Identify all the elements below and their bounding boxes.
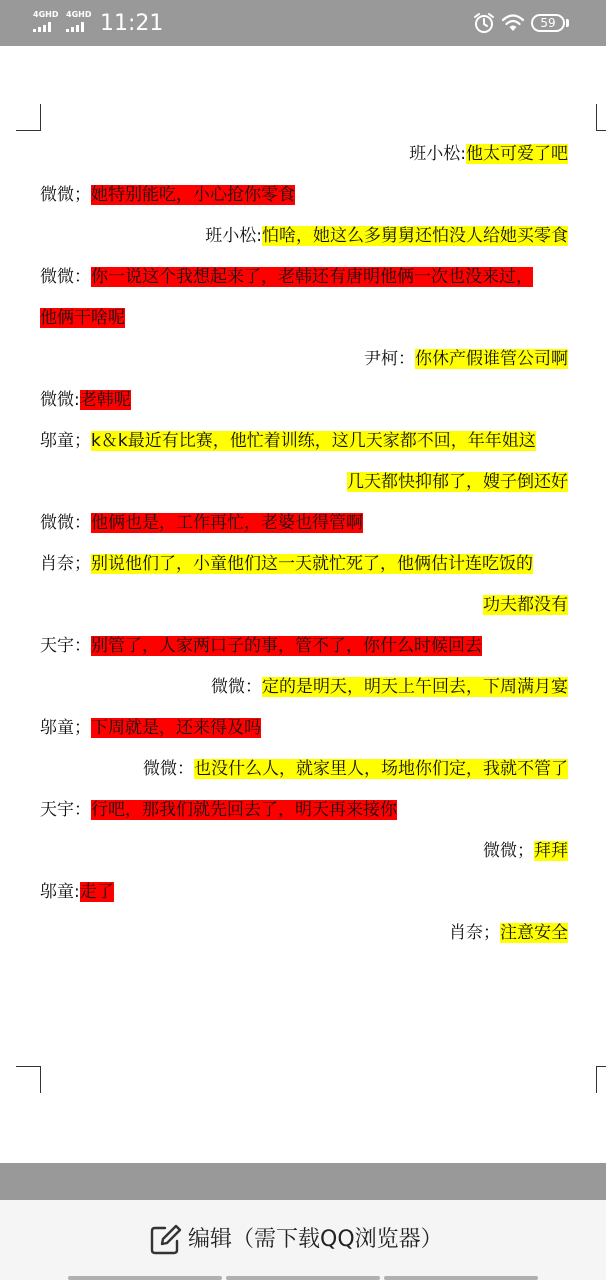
highlighted-text: 他俩也是，工作再忙，老婆也得管啊 [91, 513, 363, 533]
speaker-name: 微微： [211, 677, 262, 697]
chat-line [483, 840, 568, 862]
battery-tip [566, 19, 569, 27]
highlighted-text: 你一说这个我想起来了，老韩还有唐明他俩一次也没来过， [91, 267, 533, 287]
highlighted-text: 老韩呢 [79, 390, 131, 410]
highlighted-text: 功夫都没有 [483, 595, 568, 615]
speaker-name: 天宇： [40, 800, 91, 820]
chat-line [211, 676, 568, 698]
speaker-name: 微微： [40, 513, 91, 533]
chat-line [40, 553, 533, 575]
chat-line [143, 758, 568, 780]
speaker-name: 微微； [483, 841, 534, 861]
highlighted-text: 你休产假谁管公司啊 [415, 349, 568, 369]
speaker-name: 肖奈； [449, 923, 500, 943]
speaker-name: 微微： [143, 759, 194, 779]
chat-line [40, 266, 533, 288]
speaker-name: 邬童: [40, 882, 80, 902]
highlighted-text: 定的是明天，明天上午回去，下周满月宴 [262, 677, 568, 697]
page-corner-mark [16, 104, 41, 131]
highlighted-text: k＆k最近有比赛，他忙着训练，这几天家都不回，年年姐这 [91, 431, 536, 451]
highlighted-text: 行吧，那我们就先回去了，明天再来接你 [91, 800, 397, 820]
signal-icon [66, 11, 94, 33]
speaker-name: 邬童； [40, 431, 91, 451]
edit-label: 编辑（需下载QQ浏览器） [188, 1227, 443, 1252]
chat-line [347, 471, 568, 493]
speaker-name: 班小松: [205, 226, 262, 246]
speaker-name: 邬童； [40, 718, 91, 738]
chat-line [449, 922, 568, 944]
highlighted-text: 别说他们了，小童他们这一天就忙死了，他俩估计连吃饭的 [91, 554, 533, 574]
highlighted-text: 也没什么人，就家里人，场地你们定，我就不管了 [194, 759, 568, 779]
highlighted-text: 她特别能吃，小心抢你零食 [91, 185, 295, 205]
chat-line [40, 389, 131, 411]
clock-time: 11:21 [100, 11, 164, 36]
battery-icon [531, 14, 565, 32]
highlighted-text: 下周就是，还来得及吗 [91, 718, 261, 738]
signal-icon [33, 11, 61, 33]
page-corner-mark [596, 1066, 606, 1093]
highlighted-text: 别管了，人家两口子的事，管不了，你什么时候回去 [91, 636, 482, 656]
speaker-name: 微微； [40, 185, 91, 205]
bottom-indicator [68, 1276, 538, 1280]
highlighted-text: 他俩干啥呢 [40, 308, 125, 328]
battery-level: 59 [540, 16, 556, 30]
highlighted-text: 几天都快抑郁了，嫂子倒还好 [347, 472, 568, 492]
chat-line [40, 799, 397, 821]
status-bar [0, 0, 606, 46]
highlighted-text: 注意安全 [500, 923, 568, 943]
speaker-name: 肖奈； [40, 554, 91, 574]
highlighted-text: 他太可爱了吧 [466, 144, 568, 164]
edit-icon [148, 1223, 182, 1257]
bottom-toolbar [0, 1200, 606, 1280]
highlighted-text: 拜拜 [534, 841, 568, 861]
document-page[interactable] [0, 46, 606, 1163]
highlighted-text: 怕啥，她这么多舅舅还怕没人给她买零食 [262, 226, 568, 246]
wifi-icon [501, 12, 525, 34]
speaker-name: 微微： [40, 267, 91, 287]
chat-line [40, 184, 295, 206]
highlighted-text: 走了 [79, 882, 114, 902]
chat-line [364, 348, 568, 370]
speaker-name: 尹柯： [364, 349, 415, 369]
page-corner-mark [16, 1066, 41, 1093]
chat-line [40, 717, 261, 739]
chat-line [40, 430, 536, 452]
chat-line [483, 594, 568, 616]
alarm-icon [473, 12, 495, 34]
speaker-name: 班小松: [409, 144, 466, 164]
page-corner-mark [596, 104, 606, 131]
signal-label: 4GHD [33, 10, 59, 19]
chat-line [409, 143, 568, 165]
chat-line [40, 881, 114, 903]
signal-label: 4GHD [66, 10, 92, 19]
chat-line [40, 307, 125, 329]
edit-button[interactable] [148, 1220, 443, 1260]
bottom-divider-band [0, 1163, 606, 1200]
chat-line [40, 512, 363, 534]
speaker-name: 微微: [40, 390, 80, 410]
speaker-name: 天宇： [40, 636, 91, 656]
chat-line [40, 635, 482, 657]
chat-line [205, 225, 568, 247]
